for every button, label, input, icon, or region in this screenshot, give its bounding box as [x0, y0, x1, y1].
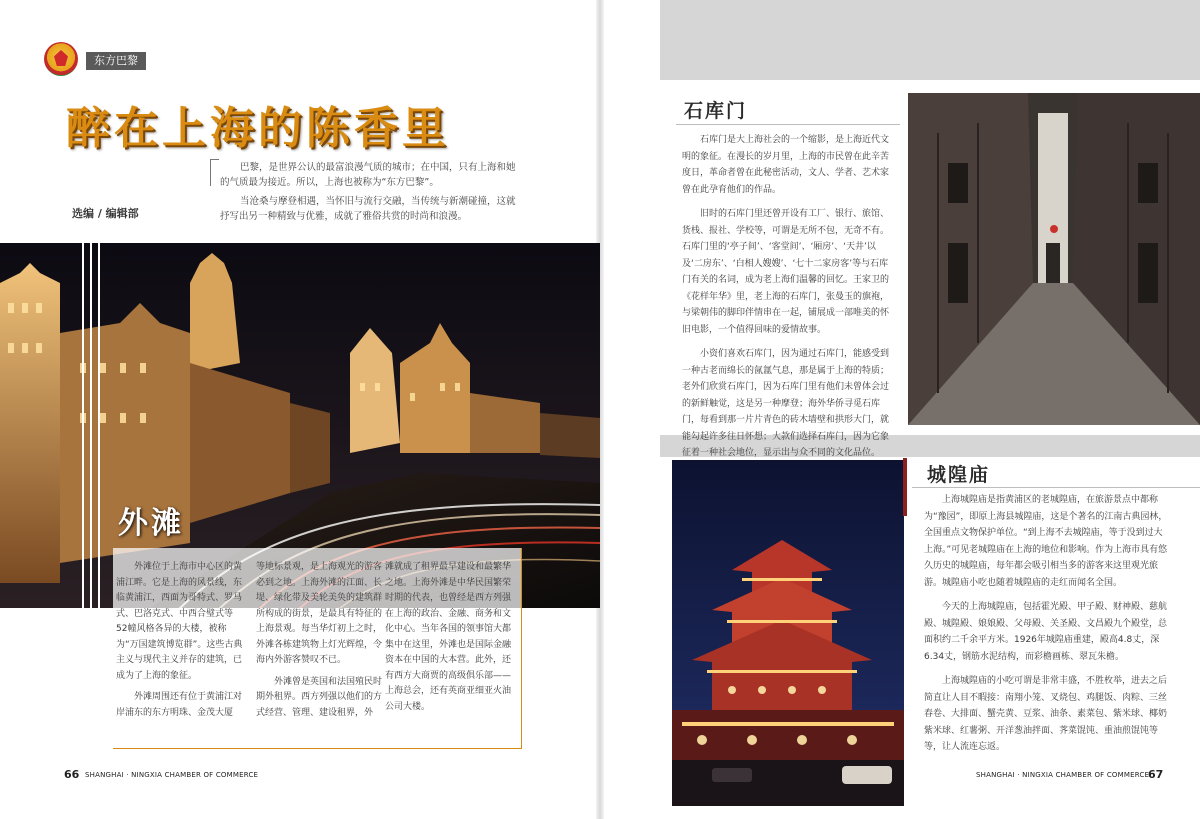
- chenghuangmiao-paragraph: 今天的上海城隍庙，包括霍光殿、甲子殿、财神殿、慈航殿、城隍殿、娘娘殿、父母殿、关圣殿、文昌殿九个殿堂，总面积约二千余平方米。1926年城隍庙重建，殿高4.8丈，深6.34丈，钢筋水泥结构，而彩檐画栋、翠瓦朱檐。: [924, 602, 1168, 662]
- chenghuangmiao-body: [924, 492, 1168, 756]
- decor-line: [82, 243, 84, 623]
- decor-line: [98, 243, 100, 743]
- footer-left: SHANGHAI · NINGXIA CHAMBER OF COMMERCE: [85, 771, 259, 779]
- bund-column-2: [256, 560, 382, 721]
- bund-paragraph: 滩就成了租界最早建设和最繁华之地。上海外滩是中华民国繁荣时期的代表，也曾经是西方列强在上海的政治、金融、商务和文化中心。当年各国的领事馆大都集中在这里，外滩也是国际金融资本在中国的大本营。此外，还有西方大商贾的高级俱乐部——上海总会，还有英商亚细亚火油公司大楼。: [385, 562, 512, 712]
- shikumen-alley-photo: [908, 93, 1200, 425]
- bund-paragraph: 外滩曾是英国和法国殖民时期外租界。西方列强以他们的方式经营、管理、建设租界，外: [256, 676, 383, 718]
- header-band: [660, 0, 1200, 80]
- shikumen-body: [682, 132, 894, 462]
- bund-heading: 外滩: [118, 506, 184, 541]
- shikumen-paragraph: 旧时的石库门里还曾开设有工厂、银行、旅馆、货栈、报社、学校等，可谓是无所不包，无奇不有。石库门里的‘亭子间’、‘客堂间’、‘厢房’、‘天井’以及‘二房东’、‘白相人嫂嫂’、‘七十二家房客’等与石库门有关的名词，成为老上海们温馨的回忆。王家卫的《花样年华》里，老上海的石库门，张曼玉的旗袍，与梁朝伟的脚印伴情串在一起，铺展成一部唯美的怀旧电影，一个值得回味的爱情故事。: [682, 209, 890, 335]
- title-rule: [912, 487, 1200, 488]
- chenghuangmiao-heading: 城隍庙: [927, 464, 991, 486]
- chamber-logo: [44, 42, 78, 76]
- section-tag: 东方巴黎: [86, 52, 146, 70]
- shikumen-paragraph: 石库门是大上海社会的一个缩影，是上海近代文明的象征。在漫长的岁月里，上海的市民曾在此辛苦度日，革命者曾在此秘密活动，文人、学者、艺术家曾在此孕育他们的作品。: [682, 135, 890, 195]
- bund-column-3: [385, 560, 515, 715]
- intro-bracket: [210, 159, 219, 186]
- editor-credit: 选编 / 编辑部: [72, 207, 139, 220]
- bund-paragraph: 等地标景观，是上海观光的游客必到之地。上海外滩的江面、长堤、绿化带及美轮美奂的建筑群所构成的街景，是最具有特征的上海景观。每当华灯初上之时，外滩各栋建筑物上灯光辉煌，令海内外游客赞叹不已。: [256, 562, 383, 665]
- footer-right: SHANGHAI · NINGXIA CHAMBER OF COMMERCE: [976, 771, 1150, 779]
- shikumen-heading: 石库门: [684, 100, 748, 122]
- bund-paragraph: 外滩周围还有位于黄浦江对岸浦东的东方明珠、金茂大厦: [116, 692, 243, 718]
- article-title: 醉在上海的陈香里: [66, 103, 450, 154]
- shikumen-paragraph: 小资们喜欢石库门，因为通过石库门，能感受到一种古老而绵长的氤氲气息，那是属于上海的特质；老外们欣赏石库门，因为石库门里有他们未曾体会过的新鲜触觉，这是另一种摩登；海外华侨寻觅石库门，每看到那一片片青色的砖木墙壁和拱形大门，就能勾起许多往日怀想；大款们选择石库门，因为它象征着一种社会地位，显示出与众不同的文化品位。: [682, 349, 890, 458]
- intro-paragraph: 巴黎，是世界公认的最富浪漫气质的城市；在中国，只有上海和她的气质最为接近。所以，上海也被称为“东方巴黎”。: [220, 162, 516, 188]
- page-number-left: 66: [64, 768, 80, 781]
- intro-text: [220, 160, 520, 228]
- decor-line: [90, 243, 92, 623]
- chenghuangmiao-paragraph: 上海城隍庙是指黄浦区的老城隍庙，在旅游景点中都称为“豫园”，即原上海县城隍庙，这是个著名的江南古典园林，全国重点文物保护单位。“到上海不去城隍庙，等于没到过大上海。”可见老城隍庙在上海的地位和影响。作为上海市具有悠久历史的城隍庙，每年都会吸引相当多的游客来这里观光旅游。城隍庙小吃也随着城隍庙的走红而闻名全国。: [924, 495, 1168, 588]
- page-number-right: 67: [1148, 768, 1164, 781]
- chenghuangmiao-paragraph: 上海城隍庙的小吃可谓是非常丰盛，不胜枚举，进去之后简直让人目不暇接：南翔小笼、叉烧包、鸡腿饭、肉粽、三丝春卷、大排面、蟹壳黄、豆浆、油条、素菜包、紫米球、椰奶紫米球、红薯粥、开洋葱油拌面、荠菜馄饨、重油煎馄饨等等，让人流连忘返。: [924, 676, 1168, 752]
- chenghuang-temple-photo: [672, 460, 904, 806]
- accent-bar: [903, 458, 907, 516]
- intro-paragraph: 当沧桑与摩登相遇，当怀旧与流行交融，当传统与新潮碰撞，这就抒写出另一种精致与优雅，成就了雅俗共赏的时尚和浪漫。: [220, 196, 516, 222]
- bund-column-1: [116, 560, 244, 721]
- bund-paragraph: 外滩位于上海市中心区的黄浦江畔。它是上海的风景线，东临黄浦江，西面为哥特式、罗马式、巴洛克式、中西合璧式等52幢风格各异的大楼，被称为“万国建筑博览群”。这些古典主义与现代主义并存的建筑，已成为了上海的象征。: [116, 562, 243, 681]
- title-rule: [676, 124, 900, 125]
